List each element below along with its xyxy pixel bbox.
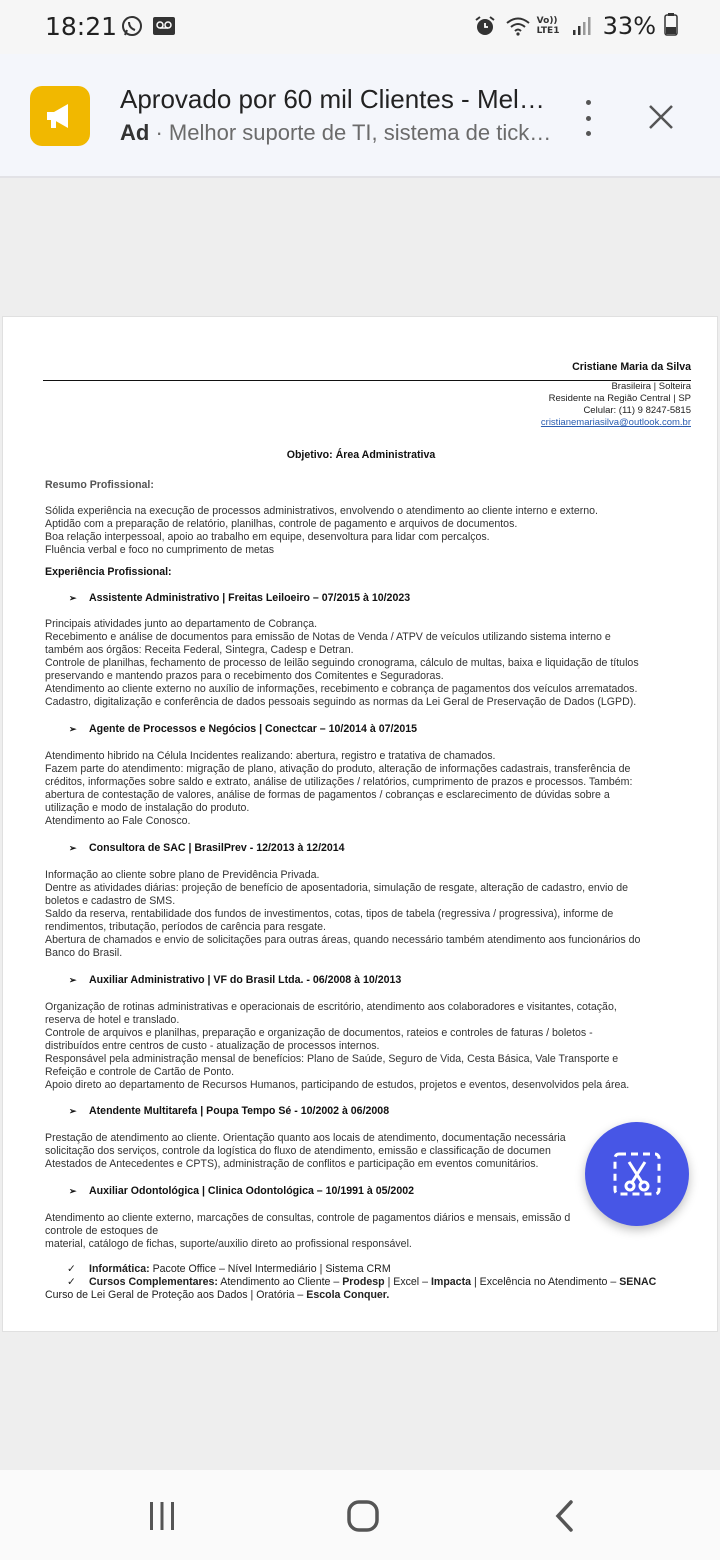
skills-checklist	[45, 1263, 695, 1302]
job-description: Informação ao cliente sobre plano de Previdência Privada. Dentre as atividades diárias: projeção de benefício de aposentadoria, simulação de resgate, alteração de cadastro, envio de boletos e cadastro de SMS. Saldo da reserva, rentabilidade dos fundos de investimentos, cotas, tipos de tabela (regressiva / progressiva), informe de rendimentos, tributação, períodos de carência para resgate. Abertura de chamados e envio de solicitações para outras áreas, quando necessário também atendimento aos funcionários do Banco do Brasil.	[45, 869, 641, 959]
summary-line: Boa relação interpessoal, apoio ao trabalho em equipe, desenvoltura para lidar com percalços.	[45, 531, 490, 543]
job-description: Organização de rotinas administrativas e operacionais de escritório, atendimento aos colaboradores e visitantes, cotação, reserva de hotel e translado. Controle de arquivos e planilhas, preparação e organização de documentos, rateios e controles de faturas / boletos - distribuídos entre centros de custo - atualização de processos internos. Responsável pela administração mensal de benefícios: Plano de Saúde, Seguro de Vida, Cesta Básica, Vale Transporte e Refeição e controle de Cartão de Ponto. Apoio direto ao departamento de Recursos Humanos, participando de estudos, projetos e eventos, desenvolvidos pela área.	[45, 1001, 630, 1091]
battery-percent: 33%	[602, 12, 656, 40]
volte-icon: Vo)) LTE1	[536, 16, 560, 36]
clock: 18:21	[45, 12, 118, 41]
close-icon[interactable]	[646, 102, 680, 136]
summary-line: Aptidão com a preparação de relatório, planilhas, controle de pagamento e arquivos de documentos.	[45, 518, 518, 530]
check-item-cursos: ✓ Cursos Complementares: Atendimento ao Cliente – Prodesp | Excel – Impacta | Excelência no Atendimento – SENAC	[45, 1276, 695, 1289]
ad-label: Ad	[120, 120, 150, 145]
back-icon[interactable]	[544, 1494, 588, 1538]
screenshot-scissors-icon	[611, 1148, 663, 1200]
home-icon[interactable]	[341, 1494, 385, 1538]
summary-line: Sólida experiência na execução de processos administrativos, envolvendo o atendimento ao cliente interno e externo.	[45, 505, 598, 517]
recent-apps-icon[interactable]	[140, 1494, 184, 1538]
job-title: ➢ Auxiliar Odontológica | Clinica Odontológica – 10/1991 à 05/2002	[69, 1185, 415, 1197]
signal-icon	[571, 14, 595, 38]
check-icon: ✓	[67, 1276, 76, 1288]
experience-heading: Experiência Profissional:	[45, 566, 172, 578]
megaphone-icon	[30, 86, 90, 146]
voicemail-icon	[152, 14, 176, 38]
contact-line: Residente na Região Central | SP	[548, 393, 691, 404]
summary-paragraph	[45, 505, 695, 557]
contact-line: Brasileira | Solteira	[611, 381, 691, 392]
check-item-cursos-cont: Curso de Lei Geral de Proteção aos Dados | Oratória – Escola Conquer.	[45, 1289, 390, 1301]
bullet-arrow-icon: ➢	[69, 1186, 77, 1196]
whatsapp-icon	[120, 14, 144, 38]
email-link[interactable]: cristianemariasilva@outlook.com.br	[540, 417, 691, 428]
summary-line: Fluência verbal e foco no cumprimento de metas	[45, 544, 275, 556]
wifi-icon	[505, 14, 529, 38]
job-description: Principais atividades junto ao departamento de Cobrança. Recebimento e análise de documentos para emissão de Notas de Venda / ATPV de veículos utilizando sistema interno e também aos órgãos: Receita Federal, Sintegra, Cadesp e Detran. Controle de planilhas, fechamento de processo de leilão seguindo cronograma, cálculo de multas, baixa e liquidação de títulos preservando e mantendo prazos para o recebimento dos Comitentes e Seguradoras. Atendimento ao cliente externo no auxílio de informações, recebimento e cobrança de pagamentos dos veículos arrematados. Cadastro, digitalização e conferência de dados pessoais seguindo as normas da Lei Geral de Preservação de Dados (LGPD).	[45, 618, 639, 708]
ad-subtitle[interactable]	[120, 120, 551, 146]
ad-title[interactable]: Aprovado por 60 mil Clientes - Mel…	[120, 84, 545, 114]
job-title: ➢ Agente de Processos e Negócios | Conectcar – 10/2014 à 07/2015	[69, 723, 418, 735]
more-options-icon[interactable]	[578, 100, 598, 136]
bullet-arrow-icon: ➢	[69, 593, 77, 603]
ad-banner[interactable]	[0, 54, 720, 178]
check-item-informatica: ✓ Informática: Pacote Office – Nível Intermediário | Sistema CRM	[45, 1263, 695, 1276]
job-title: ➢ Consultora de SAC | BrasilPrev - 12/2013 à 12/2014	[69, 842, 345, 854]
ad-separator: ·	[155, 120, 163, 145]
resume-name: Cristiane Maria da Silva	[572, 361, 691, 373]
summary-heading: Resumo Profissional:	[45, 479, 154, 491]
job-description: Prestação de atendimento ao cliente. Orientação quanto aos locais de atendimento, documentação necessária solicitação dos serviços, controle da logística do fluxo de atendimento, emissão e classificação de documen Atestados de Antecedentes e CPTS), administração de conflitos e participação em eventos comunitários.	[45, 1132, 566, 1170]
contact-block	[541, 381, 691, 429]
bullet-arrow-icon: ➢	[69, 724, 77, 734]
bullet-arrow-icon: ➢	[69, 975, 77, 985]
objective-heading: Objetivo: Área Administrativa	[286, 449, 436, 461]
alarm-icon	[473, 14, 497, 38]
bullet-arrow-icon: ➢	[69, 1106, 77, 1116]
job-title: ➢ Auxiliar Administrativo | VF do Brasil Ltda. - 06/2008 à 10/2013	[69, 974, 402, 986]
job-title: ➢ Atendente Multitarefa | Poupa Tempo Sé - 10/2002 à 06/2008	[69, 1105, 390, 1117]
battery-icon	[664, 12, 678, 40]
navigation-bar	[0, 1470, 720, 1560]
bullet-arrow-icon: ➢	[69, 843, 77, 853]
screenshot-capture-button[interactable]	[585, 1122, 689, 1226]
status-bar	[0, 0, 720, 54]
ad-subtitle-text: Melhor suporte de TI, sistema de tick…	[168, 120, 552, 145]
job-description: Atendimento ao cliente externo, marcações de consultas, controle de pagamentos diários e mensais, emissão d controle de estoques de material, catálogo de fichas, suporte/auxilio direto ao profissional responsável.	[45, 1212, 571, 1250]
job-title: ➢ Assistente Administrativo | Freitas Leiloeiro – 07/2015 à 10/2023	[69, 592, 411, 604]
check-icon: ✓	[67, 1263, 76, 1275]
job-description: Atendimento hibrido na Célula Incidentes realizando: abertura, registro e tratativa de chamados. Fazem parte do atendimento: migração de plano, ativação do produto, alteração de informações cadastrais, transferência de créditos, informações sobre saldo e extrato, análise de utilizações / relatórios, cumprimento de prazos e processos. Também: abertura de contestação de valores, análise de formas de pagamentos / cobranças e esclarecimento de dúvidas sobre a utilização e modo de instalação do produto. Atendimento ao Fale Conosco.	[45, 750, 633, 827]
contact-line: Celular: (11) 9 8247-5815	[583, 405, 691, 416]
